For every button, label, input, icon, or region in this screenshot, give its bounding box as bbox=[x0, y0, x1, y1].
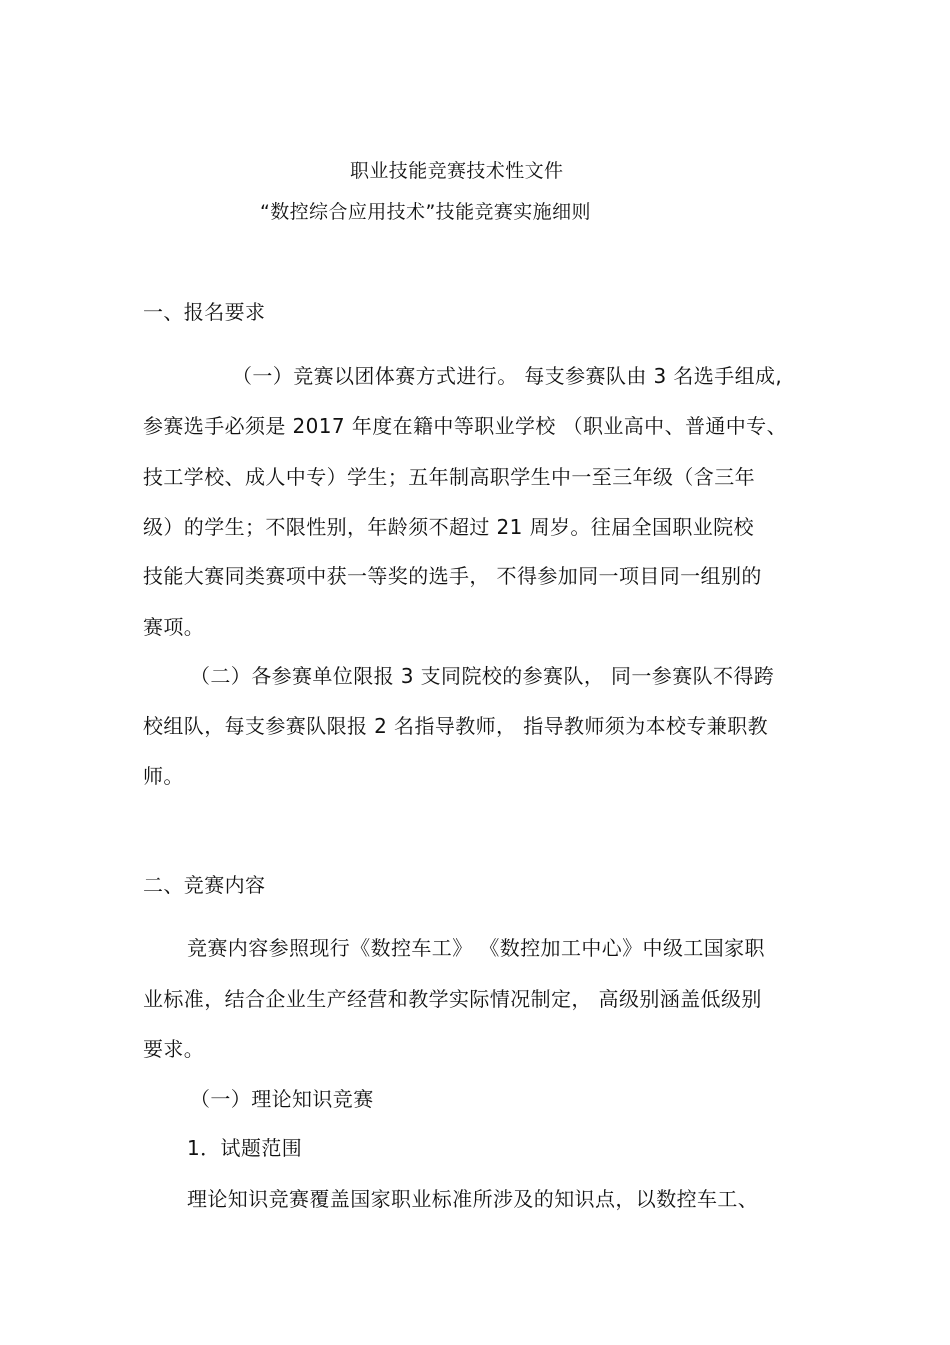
paragraph-line: 赛项。 bbox=[143, 615, 205, 639]
section-heading-content: 二、竞赛内容 bbox=[143, 873, 266, 897]
paragraph-line: 参赛选手必须是 2017 年度在籍中等职业学校 （职业高中、普通中专、 bbox=[143, 414, 787, 438]
paragraph-line: 师。 bbox=[143, 764, 184, 788]
paragraph-line: 级）的学生；不限性别，年龄须不超过 21 周岁。往届全国职业院校 bbox=[143, 515, 754, 539]
section-heading-registration: 一、报名要求 bbox=[143, 300, 266, 324]
document-title: 职业技能竞赛技术性文件 bbox=[350, 160, 564, 182]
subsection-heading-theory: （一）理论知识竞赛 bbox=[190, 1087, 374, 1111]
document-subtitle: “数控综合应用技术”技能竞赛实施细则 bbox=[260, 201, 591, 223]
paragraph-line: 校组队，每支参赛队限报 2 名指导教师， 指导教师须为本校专兼职教 bbox=[143, 714, 768, 738]
paragraph-line: 业标准，结合企业生产经营和教学实际情况制定， 高级别涵盖低级别 bbox=[143, 987, 762, 1011]
paragraph-line: （二）各参赛单位限报 3 支同院校的参赛队， 同一参赛队不得跨 bbox=[190, 664, 775, 688]
item-heading-scope: 1．试题范围 bbox=[187, 1136, 303, 1160]
paragraph-line: 技能大赛同类赛项中获一等奖的选手， 不得参加同一项目同一组别的 bbox=[143, 564, 762, 588]
paragraph-line: 要求。 bbox=[143, 1037, 205, 1061]
paragraph-line: 竞赛内容参照现行《数控车工》 《数控加工中心》中级工国家职 bbox=[187, 936, 765, 960]
paragraph-line: （一）竞赛以团体赛方式进行。 每支参赛队由 3 名选手组成, bbox=[232, 364, 783, 388]
paragraph-line: 技工学校、成人中专）学生；五年制高职学生中一至三年级（含三年 bbox=[143, 465, 755, 489]
paragraph-line: 理论知识竞赛覆盖国家职业标准所涉及的知识点，以数控车工、 bbox=[187, 1187, 759, 1211]
